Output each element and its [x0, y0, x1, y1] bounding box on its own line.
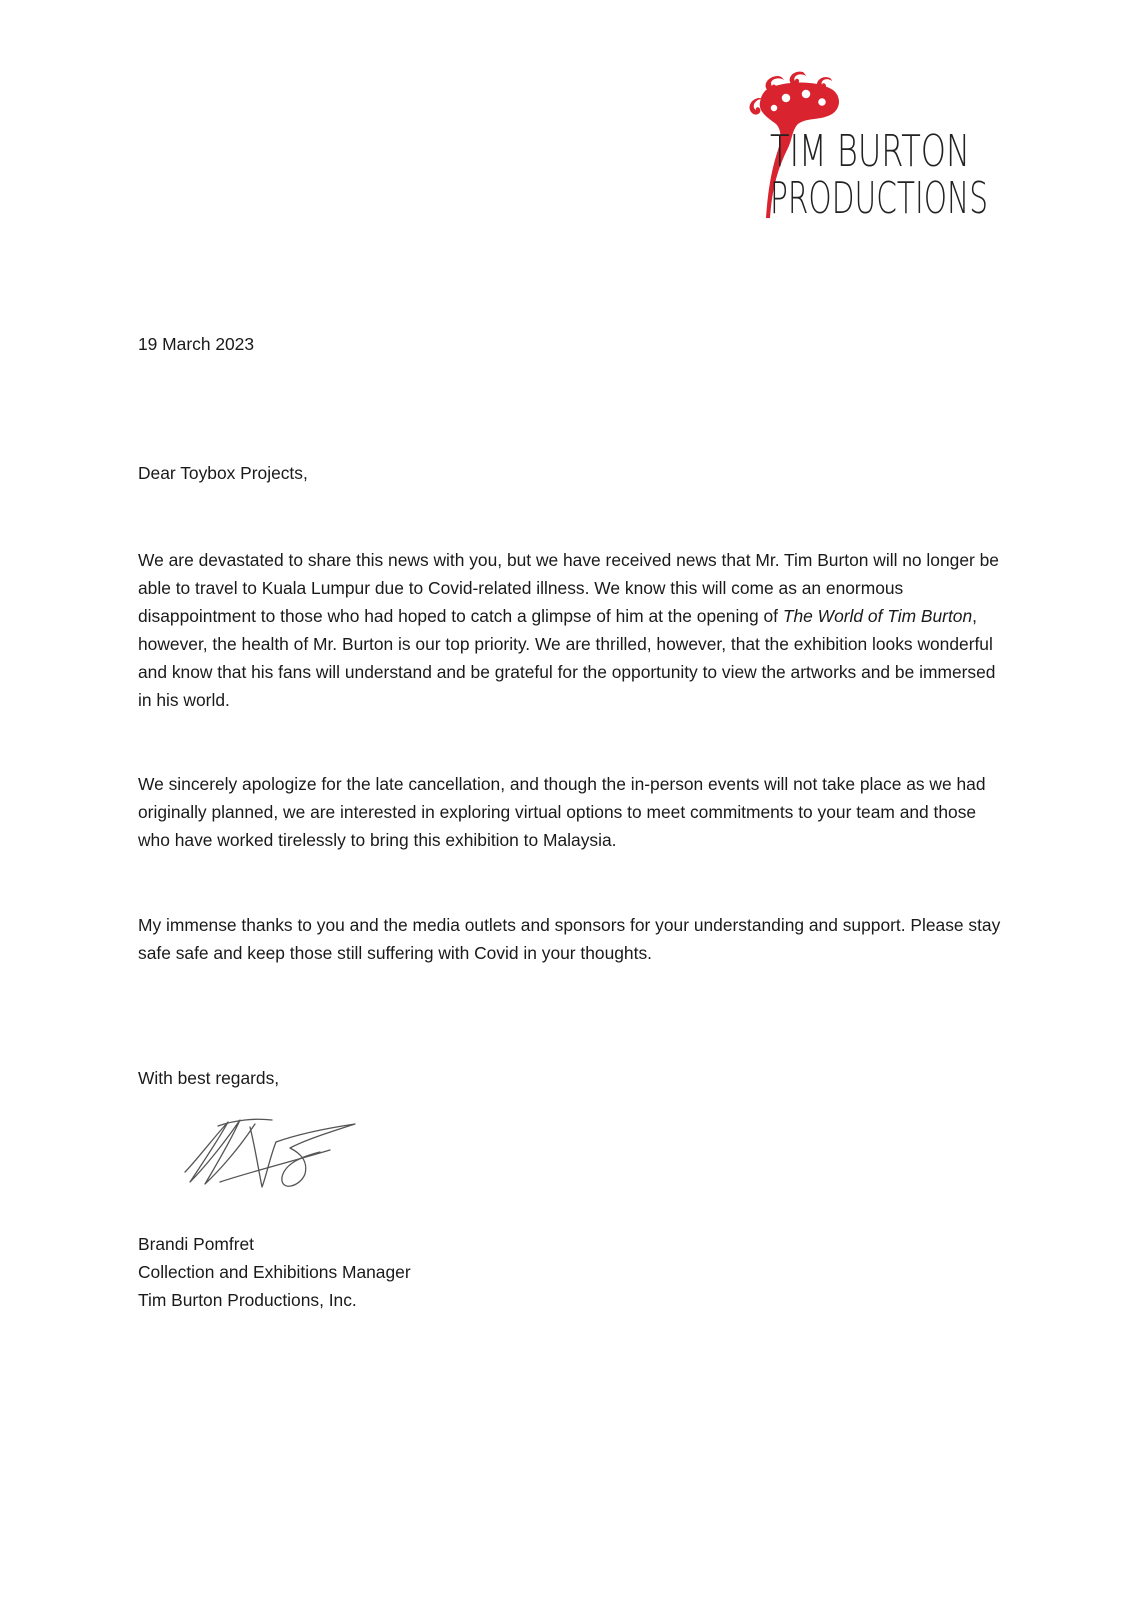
body-paragraph-3: My immense thanks to you and the media outlets and sponsors for your understanding and support. Please stay safe safe and keep those still suffering with Covid in your thoughts.	[138, 915, 1001, 963]
signatory-name: Brandi Pomfret	[138, 1234, 254, 1254]
body-paragraph-2: We sincerely apologize for the late cancellation, and though the in-person events will not take place as we had originally planned, we are interested in exploring virtual options to meet commitments to your team and those who have worked tirelessly to bring this exhibition to Malaysia.	[138, 774, 986, 850]
letter-date: 19 March 2023	[138, 334, 255, 354]
logo-line2: PRODUCTIONS	[770, 173, 988, 224]
closing: With best regards,	[138, 1068, 280, 1088]
signatory-company: Tim Burton Productions, Inc.	[138, 1290, 357, 1310]
tim-burton-productions-logo	[748, 68, 998, 243]
body-paragraph-1	[138, 546, 1008, 714]
paragraph-1-text-a: We are devastated to share this news with you, but we have received news that Mr. Tim Burton will no longer be able to travel to Kuala Lumpur due to Covid-related illness. We know this will come as an enormous disappointment to those who had hoped to catch a glimpse of him at the opening of	[138, 550, 999, 626]
salutation: Dear Toybox Projects,	[138, 463, 308, 483]
handwritten-signature	[180, 1112, 380, 1202]
signatory-title: Collection and Exhibitions Manager	[138, 1262, 411, 1282]
exhibition-title: The World of Tim Burton	[782, 606, 973, 626]
paragraph-1-text-b: , however, the health of Mr. Burton is our top priority. We are thrilled, however, that the exhibition looks wonderful and know that his fans will understand and be grateful for the opportunity to view the artworks and be immersed in his world.	[138, 606, 996, 710]
logo-graphic	[748, 68, 998, 243]
logo-line1: TIM BURTON	[770, 126, 970, 177]
signature-block	[138, 1230, 1008, 1314]
